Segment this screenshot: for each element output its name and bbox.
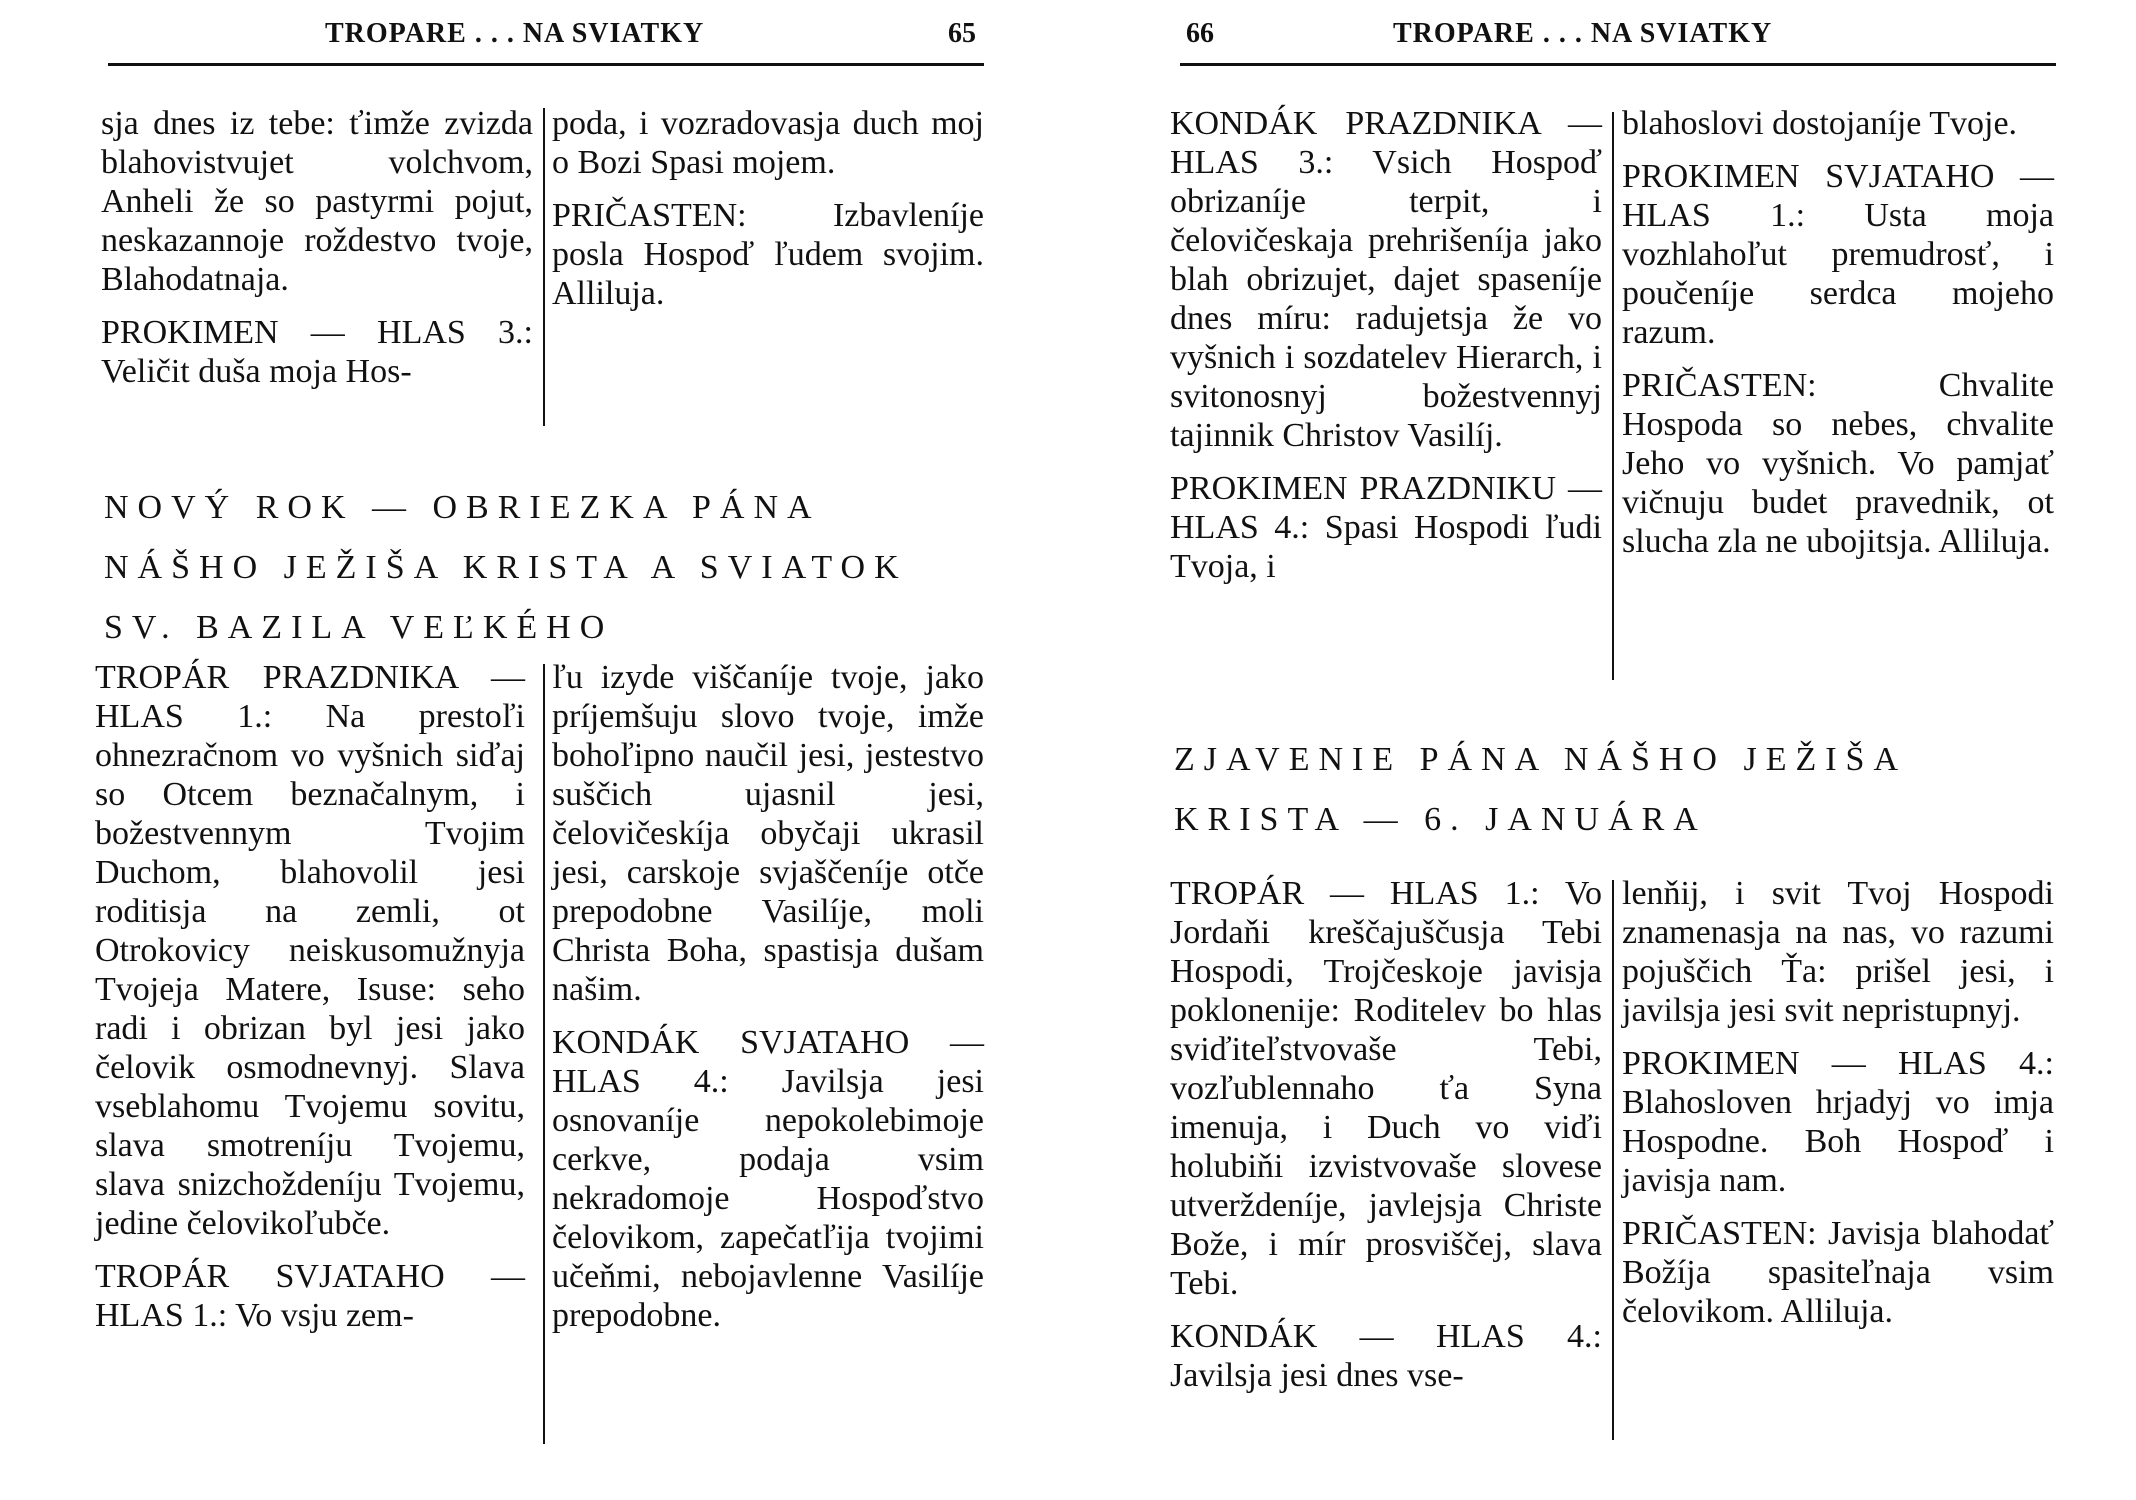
section-title-line: NOVÝ ROK — OBRIEZKA PÁNA <box>104 489 821 526</box>
paragraph: sja dnes iz tebe: ťimže zvizda blahovistvujet volchvom, Anheli že so pastyrmi pojut, neskazannoje roždestvo tvoje, Blahodatnaja. <box>101 105 533 298</box>
paragraph: KONDÁK SVJATAHO — HLAS 4.: Javilsja jesi osnovaníje nepokolebimoje cerkve, podaja vsim nekradomoje Hospoďstvo čelovikom, zapečatľija tvojimi učeňmi, nebojavlenne Vasilíje prepodobne. <box>552 1024 984 1334</box>
section-title-epiphany <box>1174 730 2064 850</box>
right-page-number: 66 <box>1186 18 1214 49</box>
left-running-header: TROPARE . . . NA SVIATKY <box>325 18 705 49</box>
right-header-rule <box>1180 63 2056 66</box>
paragraph: PRIČASTEN: Javisja blahodať Božíja spasiteľnaja vsim čelovikom. Alliluja. <box>1622 1215 2054 1330</box>
paragraph: TROPÁR PRAZDNIKA — HLAS 1.: Na prestoľi ohnezračnom vo vyšnich siďaj so Otcem beznačalnym, i božestvennym Tvojim Duchom, blahovolil jesi roditisja na zemli, ot Otrokovicy neiskusomužnyja Tvojeja Matere, Isuse: seho radi i obrizan byl jesi jako čelovik osmodnevnyj. Slava vseblahomu Tvojemu sovitu, slava smotreníju Tvojemu, slava snizchoždeníju Tvojemu, jedine čelovikoľubče. <box>95 659 525 1242</box>
section-title-line: SV. BAZILA VEĽKÉHO <box>104 609 614 646</box>
left-bottom-column-2 <box>552 658 984 1335</box>
right-bottom-column-2 <box>1622 874 2054 1331</box>
column-divider <box>1612 880 1614 1440</box>
paragraph: TROPÁR SVJATAHO — HLAS 1.: Vo vsju zem- <box>95 1258 525 1334</box>
paragraph: KONDÁK PRAZDNIKA — HLAS 3.: Vsich Hospoď obrizaníje terpit, i čelovičeskaja prehrišeníja jako blah obrizujet, dajet spaseníje dnes míru: radujetsja že vo vyšnich i sozdatelev Hierarch, i svitonosnyj božestvennyj tajinnik Christov Vasilíj. <box>1170 105 1602 454</box>
paragraph: poda, i vozradovasja duch moj o Bozi Spasi mojem. <box>552 105 984 181</box>
left-top-column-2 <box>552 104 984 313</box>
paragraph: PRIČASTEN: Chvalite Hospoda so nebes, chvalite Jeho vo vyšnich. Vo pamjať vičnuju budet pravednik, ot slucha zla ne ubojitsja. Alliluja. <box>1622 367 2054 560</box>
paragraph: PROKIMEN — HLAS 4.: Blahosloven hrjadyj vo imja Hospodne. Boh Hospoď i javisja nam. <box>1622 1045 2054 1199</box>
section-title-new-year <box>104 478 994 658</box>
paragraph: KONDÁK — HLAS 4.: Javilsja jesi dnes vse- <box>1170 1318 1602 1394</box>
column-divider <box>543 108 545 426</box>
right-top-column-2 <box>1622 104 2054 561</box>
section-title-line: KRISTA — 6. JANUÁRA <box>1174 801 1707 838</box>
left-page-number: 65 <box>948 18 976 49</box>
section-title-line: NÁŠHO JEŽIŠA KRISTA A SVIATOK <box>104 549 908 586</box>
left-bottom-column-1 <box>95 658 525 1335</box>
column-divider <box>543 664 545 1444</box>
paragraph: PROKIMEN SVJATAHO — HLAS 1.: Usta moja vozhlahoľut premudrosť, i poučeníje serdca mojeho razum. <box>1622 158 2054 351</box>
column-divider <box>1612 112 1614 680</box>
paragraph: ľu izyde viščaníje tvoje, jako príjemšuju slovo tvoje, imže bohoľipno naučil jesi, jestestvo suščich ujasnil jesi, čelovičeskíja obyčaji ukrasil jesi, carskoje svjaščeníje otče prepodobne Vasilíje, moli Christa Boha, spastisja dušam našim. <box>552 659 984 1008</box>
paragraph: lenňij, i svit Tvoj Hospodi znamenasja na nas, vo razumi pojuščich Ťa: prišel jesi, i javilsja jesi svit nepristupnyj. <box>1622 875 2054 1029</box>
paragraph: blahoslovi dostojaníje Tvoje. <box>1622 105 2018 142</box>
left-top-column-1 <box>101 104 533 391</box>
left-header-rule <box>108 63 984 66</box>
right-bottom-column-1 <box>1170 874 1602 1395</box>
paragraph: PRIČASTEN: Izbavleníje posla Hospoď ľudem svojim. Alliluja. <box>552 197 984 312</box>
paragraph: PROKIMEN PRAZDNIKU — HLAS 4.: Spasi Hospodi ľudi Tvoja, i <box>1170 470 1602 585</box>
right-running-header: TROPARE . . . NA SVIATKY <box>1393 18 1773 49</box>
paragraph: TROPÁR — HLAS 1.: Vo Jordaňi kreščajuščusja Tebi Hospodi, Trojčeskoje javisja poklonenije: Roditelev bo hlas sviďiteľstvovaše Tebi, vozľublennaho ťa Syna imenuja, i Duch vo viďi holubiňi izvistvovaše slovese utverždeníje, javlejsja Christe Bože, i mír prosviščej, slava Tebi. <box>1170 875 1602 1302</box>
section-title-line: ZJAVENIE PÁNA NÁŠHO JEŽIŠA <box>1174 741 1908 778</box>
right-top-column-1 <box>1170 104 1602 586</box>
paragraph: PROKIMEN — HLAS 3.: Veličit duša moja Hos- <box>101 314 533 390</box>
